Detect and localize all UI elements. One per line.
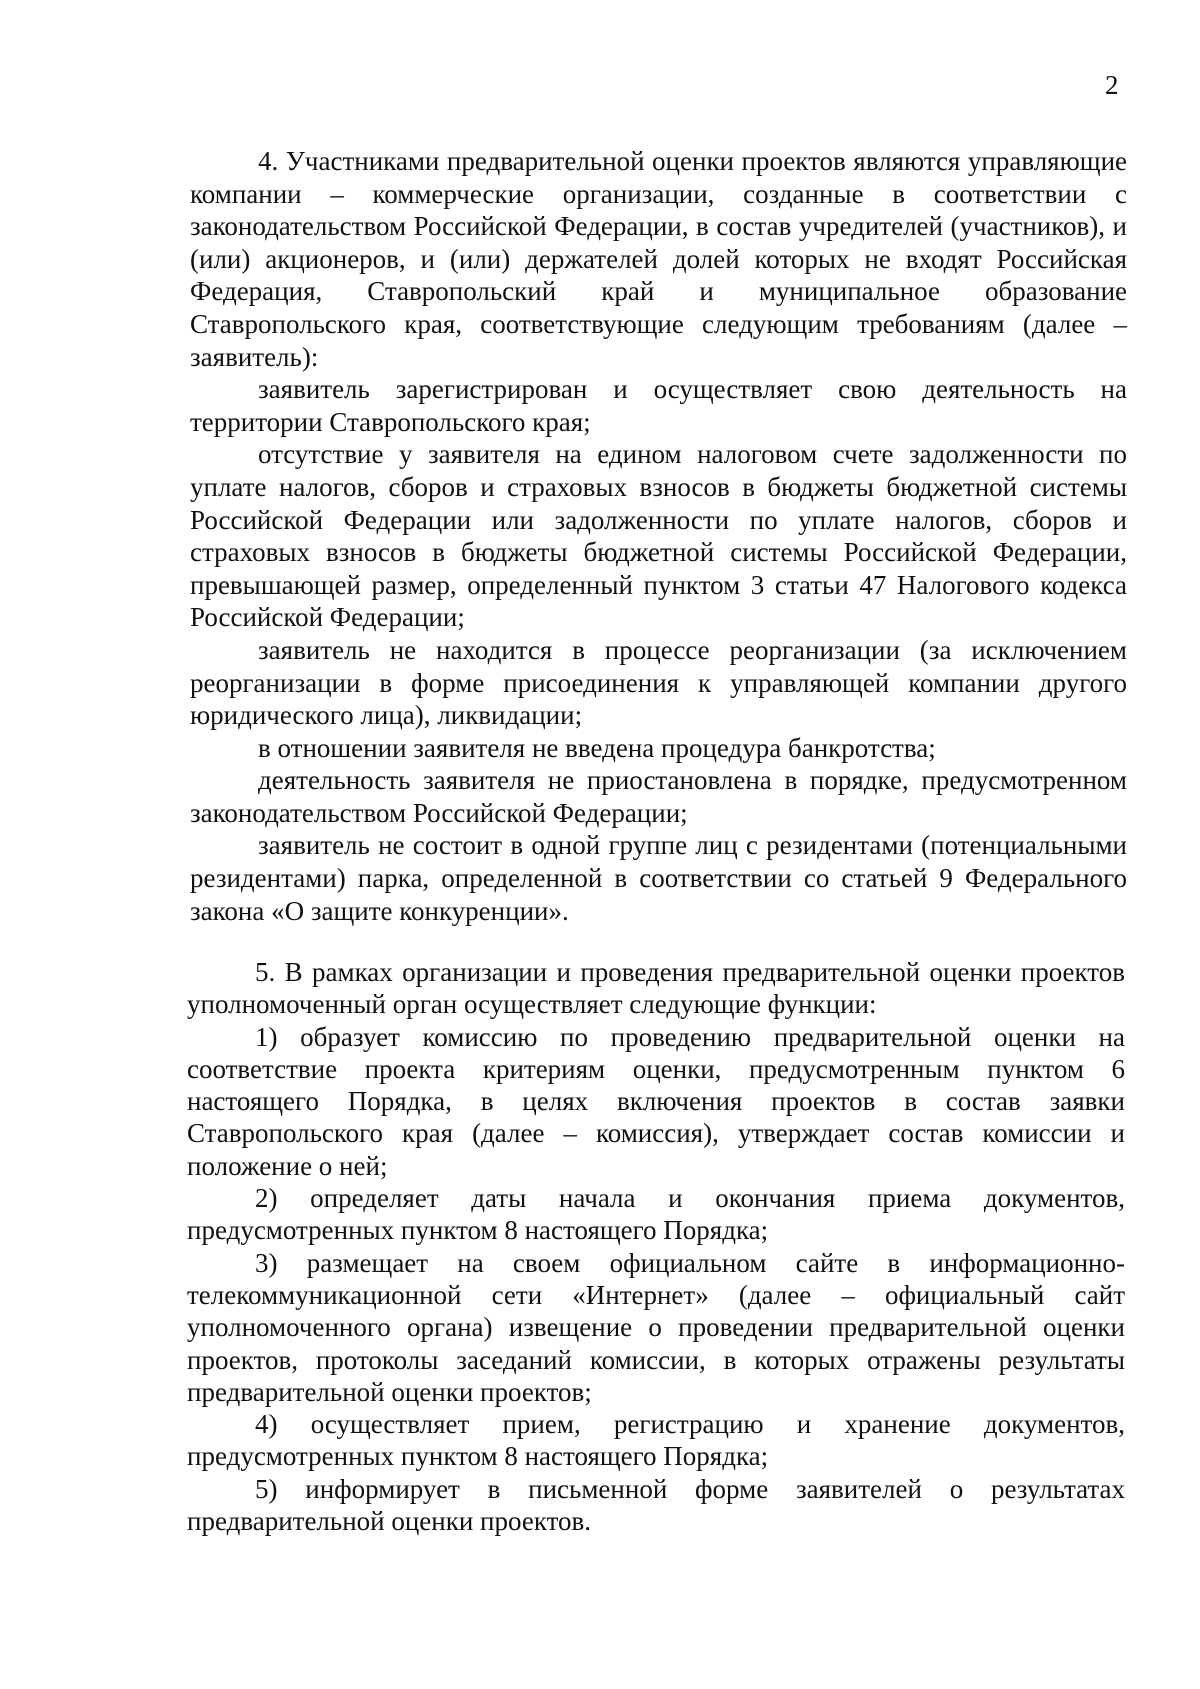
- function-4-document-intake: 4) осуществляет прием, регистрацию и хранение документов, предусмотренных пунктом 8 настоящего Порядка;: [187, 1409, 1125, 1472]
- requirement-no-bankruptcy: в отношении заявителя не введена процедура банкротства;: [258, 732, 936, 763]
- requirement-not-suspended: деятельность заявителя не приостановлена в порядке, предусмотренном законодательством Российской Федерации;: [190, 765, 1127, 828]
- requirement-registration: заявитель зарегистрирован и осуществляет свою деятельность на территории Ставропольского края;: [190, 374, 1127, 437]
- section-5: [187, 956, 1125, 1537]
- page-number: 2: [1105, 70, 1119, 100]
- function-5-notification: 5) информирует в письменной форме заявителей о результатах предварительной оценки проектов.: [187, 1473, 1125, 1537]
- function-3-publication: 3) размещает на своем официальном сайте в информационно-телекоммуникационной сети «Интернет» (далее – официальный сайт уполномоченного органа) извещение о проведении предварительной оценки проектов, протоколы заседаний комиссии, в которых отражены результаты предварительной оценки проектов;: [187, 1247, 1125, 1407]
- requirement-no-tax-debt: отсутствие у заявителя на едином налоговом счете задолженности по уплате налогов, сборов и страховых взносов в бюджеты бюджетной системы Российской Федерации или задолженности по уплате налогов, сборов и страховых взносов в бюджеты бюджетной системы Российской Федерации, превышающей размер, определенный пунктом 3 статьи 47 Налогового кодекса Российской Федерации;: [190, 439, 1127, 633]
- section-4: [190, 145, 1127, 927]
- requirement-not-affiliated: заявитель не состоит в одной группе лиц с резидентами (потенциальными резидентами) парка, определенной в соответствии со статьей 9 Федерального закона «О защите конкуренции».: [190, 830, 1127, 926]
- section-4-intro-paragraph: 4. Участниками предварительной оценки проектов являются управляющие компании – коммерческие организации, созданные в соответствии с законодательством Российской Федерации, в состав учредителей (участников), и (или) акционеров, и (или) держателей долей которых не входят Российская Федерация, Ставропольский край и муниципальное образование Ставропольского края, соответствующие следующим требованиям (далее – заявитель):: [190, 146, 1127, 372]
- function-2-dates: 2) определяет даты начала и окончания приема документов, предусмотренных пунктом 8 настоящего Порядка;: [187, 1183, 1125, 1246]
- section-5-intro-paragraph: 5. В рамках организации и проведения предварительной оценки проектов уполномоченный орган осуществляет следующие функции:: [187, 957, 1125, 1020]
- requirement-no-reorganization: заявитель не находится в процессе реорганизации (за исключением реорганизации в форме присоединения к управляющей компании другого юридического лица), ликвидации;: [190, 634, 1127, 731]
- function-1-commission: 1) образует комиссию по проведению предварительной оценки на соответствие проекта критериям оценки, предусмотренным пунктом 6 настоящего Порядка, в целях включения проектов в состав заявки Ставропольского края (далее – комиссия), утверждает состав комиссии и положение о ней;: [187, 1021, 1125, 1181]
